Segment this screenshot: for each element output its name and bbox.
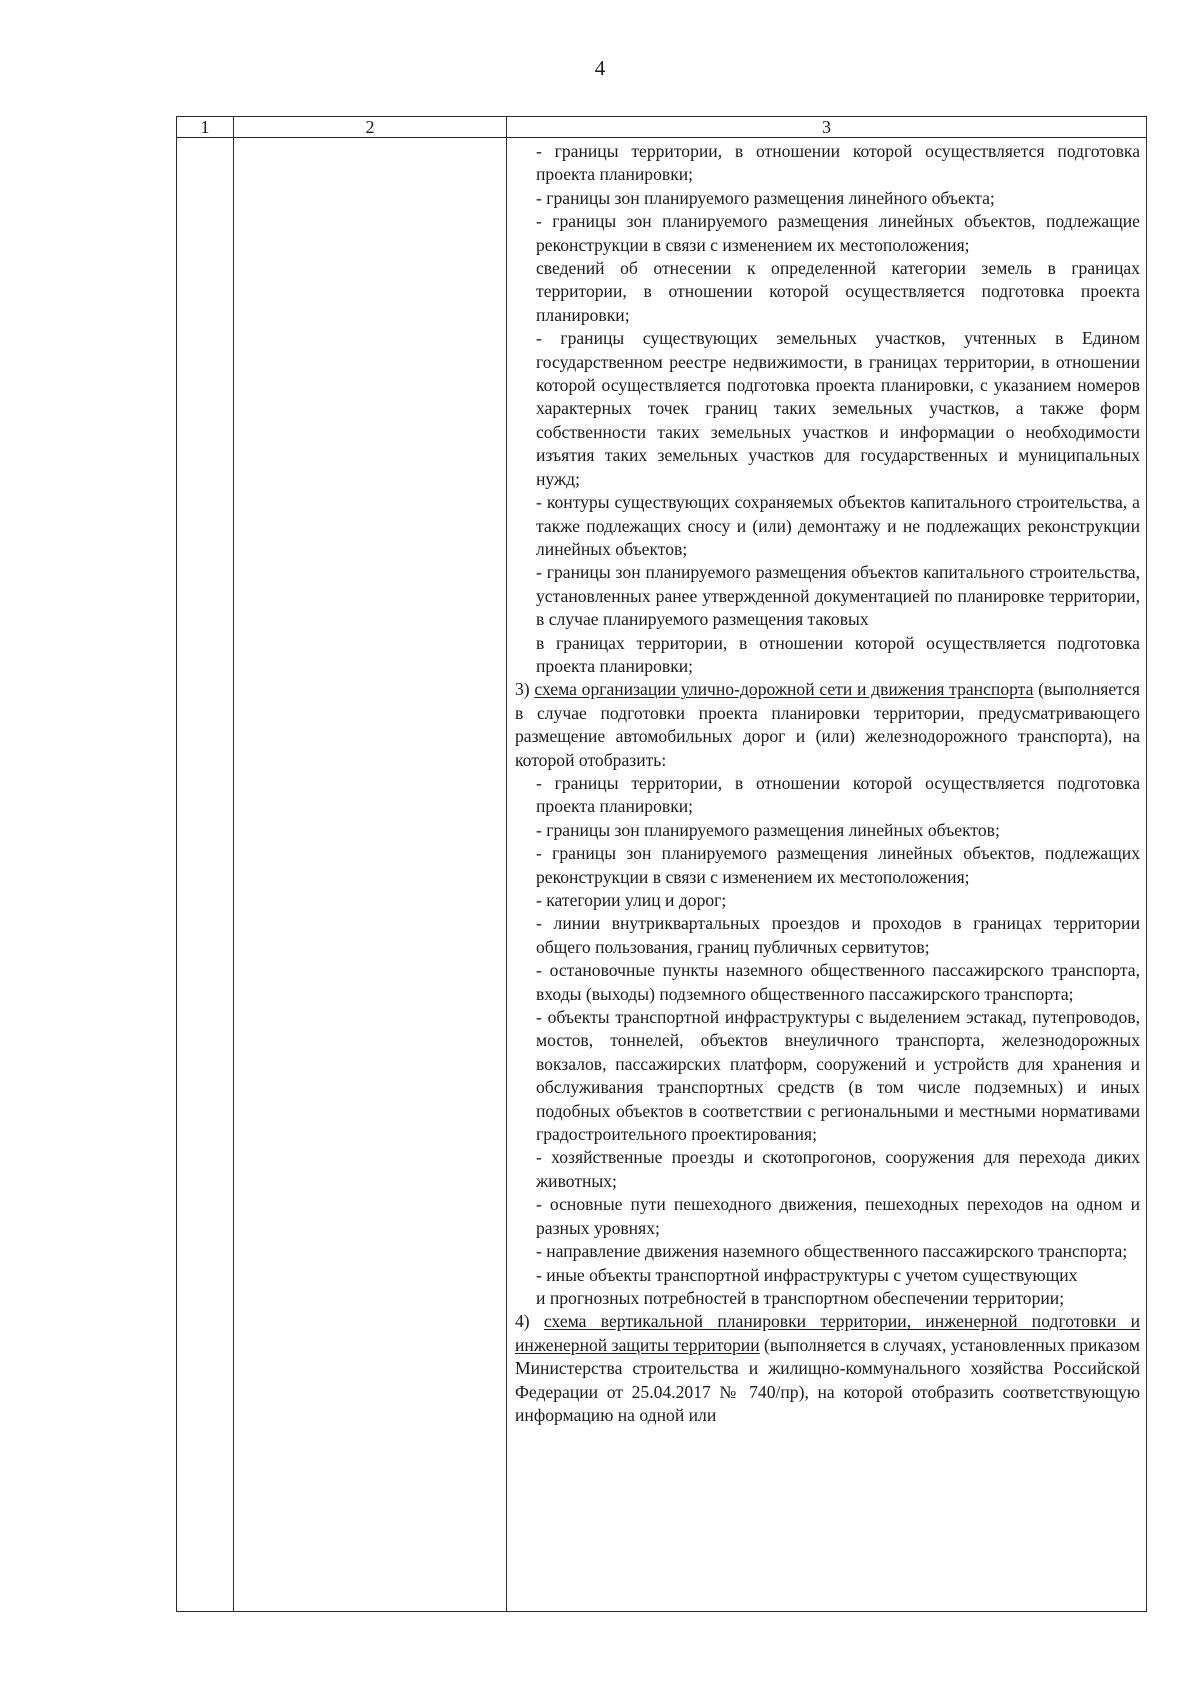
paragraph-text: - границы зон планируемого размещения линейных объектов; [536, 819, 1000, 840]
paragraph-text: - остановочные пункты наземного общественного пассажирского транспорта, входы (выходы) подземного общественного пассажирского транспорта; [536, 960, 1140, 1004]
section-title: схема вертикальной планировки территории, инженерной подготовки и инженерной защиты территории [515, 1311, 1141, 1355]
paragraph-number: 3) [515, 679, 535, 700]
paragraph-text: - объекты транспортной инфраструктуры с выделением эстакад, путепроводов, мостов, тоннелей, объектов внеуличного транспорта, железнодорожных вокзалов, пассажирских платформ, сооружений и устройств для хранения и обслуживания транспортных средств (в том числе подземных) и иных подобных объектов в соответствии с региональными и местными нормативами градостроительного проектирования; [536, 1007, 1140, 1145]
table-header-row [177, 117, 1147, 138]
paragraph [515, 1006, 1140, 1146]
table-row [177, 138, 1147, 1612]
paragraph-text: - линии внутриквартальных проездов и проходов в границах территории общего пользования, границ публичных сервитутов; [536, 913, 1140, 957]
paragraph [515, 678, 1140, 772]
cell-col1 [177, 138, 234, 1612]
paragraph-text: - иные объекты транспортной инфраструктуры с учетом существующих [536, 1264, 1078, 1285]
paragraph [515, 1287, 1140, 1310]
column-header-2: 2 [234, 117, 507, 138]
paragraph [515, 632, 1140, 679]
paragraph [515, 327, 1140, 491]
section-title: схема организации улично-дорожной сети и движения транспорта [534, 679, 1034, 700]
paragraph [515, 210, 1140, 257]
paragraph-text: - границы зон планируемого размещения линейного объекта; [536, 187, 995, 208]
column-header-1: 1 [177, 117, 234, 138]
paragraph-text: - контуры существующих сохраняемых объектов капитального строительства, а также подлежащих сносу и (или) демонтажу и не подлежащих реконструкции линейных объектов; [536, 492, 1140, 559]
paragraph [515, 889, 1140, 912]
paragraph-text: - границы зон планируемого размещения линейных объектов, подлежащие реконструкции в связи с изменением их местоположения; [536, 211, 1140, 255]
paragraph-text: - границы территории, в отношении которой осуществляется подготовка проекта планировки; [536, 772, 1140, 817]
paragraph-text: (выполняется в случаях, установленных приказом Министерства строительства и жилищно-коммунального хозяйства Российской Федерации от 25.04.2017 № 740/пр), на которой отобразить соответствующую информацию на одной или [515, 1334, 1140, 1425]
cell-col2 [234, 138, 507, 1612]
paragraph [515, 1310, 1140, 1427]
paragraph [515, 140, 1140, 187]
paragraph [515, 491, 1140, 561]
paragraph [515, 772, 1140, 819]
page-number: 4 [594, 56, 606, 80]
document-table [176, 116, 1147, 1612]
paragraph [515, 1264, 1140, 1287]
paragraph-text: - категории улиц и дорог; [536, 890, 727, 910]
paragraph [515, 187, 1140, 210]
paragraph [515, 1193, 1140, 1240]
paragraph [515, 912, 1140, 959]
paragraph-text: - границы существующих земельных участков, учтенных в Едином государственном реестре недвижимости, в границах территории, в отношении которой осуществляется подготовка проекта планировки, с указанием номеров характерных точек границ таких земельных участков, а также форм собственности таких земельных участков и информации о необходимости изъятия таких земельных участков для государственных и муниципальных нужд; [536, 328, 1140, 489]
paragraph [515, 842, 1140, 889]
paragraph-text: в границах территории, в отношении которой осуществляется подготовка проекта планировки; [536, 632, 1140, 676]
paragraph-text: - границы зон планируемого размещения объектов капитального строительства, установленных ранее утвержденной документацией по планировке территории, в случае планируемого размещения таковых [536, 562, 1140, 630]
paragraph [515, 819, 1140, 842]
column-header-3: 3 [507, 117, 1147, 138]
paragraph [515, 257, 1140, 327]
paragraph [515, 561, 1140, 631]
paragraph-text: - основные пути пешеходного движения, пешеходных переходов на одном и разных уровнях; [536, 1194, 1140, 1238]
paragraph-text: - границы зон планируемого размещения линейных объектов, подлежащих реконструкции в связи с изменением их местоположения; [536, 843, 1140, 887]
paragraph [515, 1146, 1140, 1193]
paragraph [515, 959, 1140, 1006]
paragraph-text: - хозяйственные проезды и скотопрогонов, сооружения для перехода диких животных; [536, 1147, 1140, 1191]
paragraph [515, 1240, 1140, 1263]
paragraph-text: и прогнозных потребностей в транспортном обеспечении территории; [536, 1287, 1065, 1308]
paragraph-text: (выполняется в случае подготовки проекта планировки территории, предусматривающего размещение автомобильных дорог и (или) железнодорожного транспорта), на которой отобразить: [515, 679, 1140, 770]
paragraph-number: 4) [515, 1311, 544, 1332]
cell-col3 [507, 138, 1147, 1612]
paragraph-text: - границы территории, в отношении которой осуществляется подготовка проекта планировки; [536, 141, 1140, 185]
paragraph-text: - направление движения наземного общественного пассажирского транспорта; [536, 1241, 1128, 1262]
paragraph-text: сведений об отнесении к определенной категории земель в границах территории, в отношении которой осуществляется подготовка проекта планировки; [536, 258, 1140, 325]
